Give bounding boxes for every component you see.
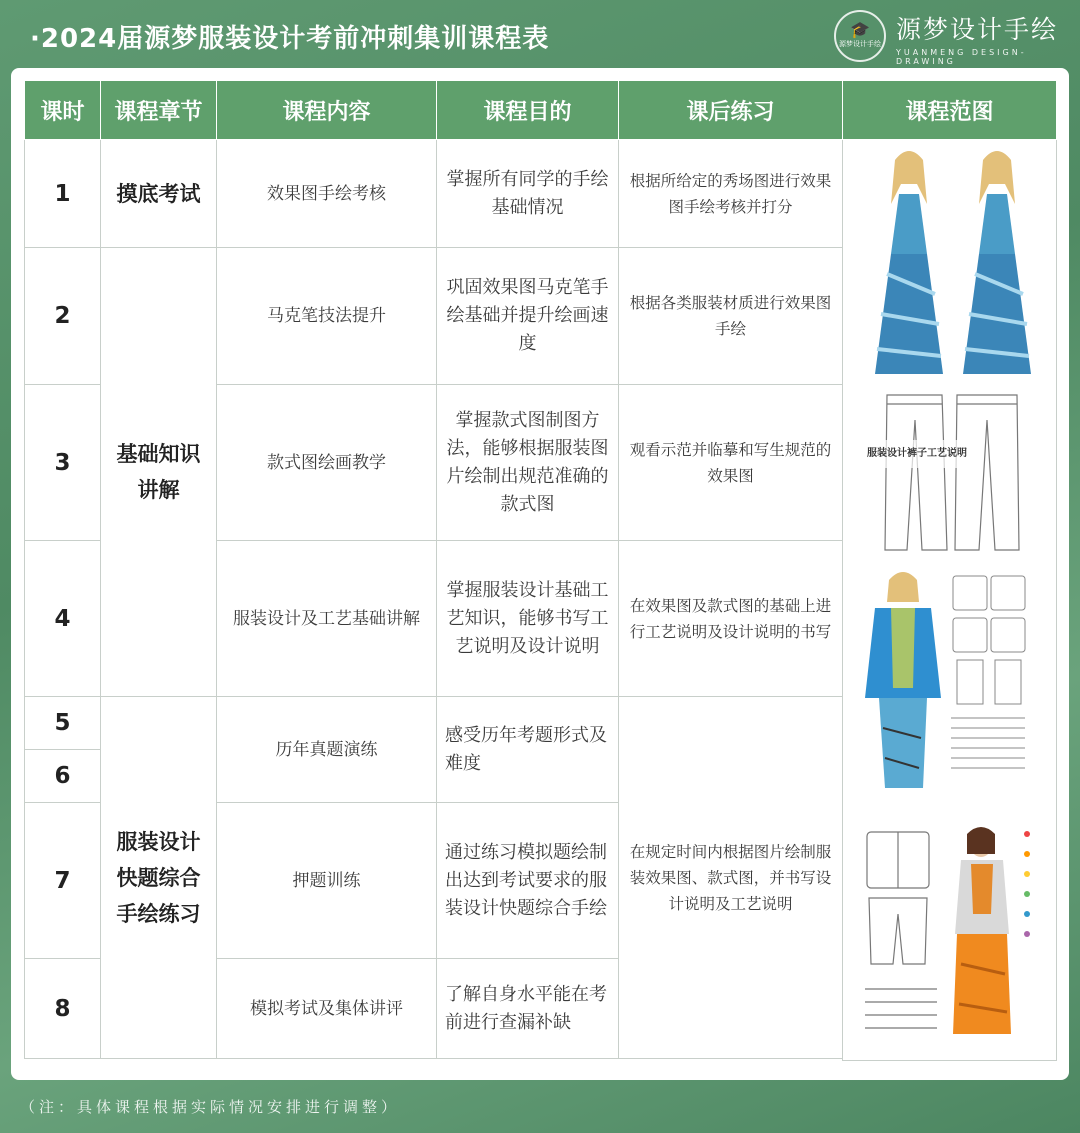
orange-figure-icon xyxy=(953,827,1011,1034)
content-cell: 效果图手绘考核 xyxy=(217,140,437,248)
dress-figure-left-icon xyxy=(875,151,943,374)
chapter-cell: 基础知识讲解 xyxy=(101,248,217,697)
period-number: 5 xyxy=(25,697,101,750)
period-number: 1 xyxy=(25,140,101,248)
homework-cell: 在效果图及款式图的基础上进行工艺说明及设计说明的书写 xyxy=(619,541,843,697)
dress-figure-right-icon xyxy=(963,151,1031,374)
example-figures-cell xyxy=(843,140,1057,1061)
period-number: 4 xyxy=(25,541,101,697)
jacket-flat-sketch-icon xyxy=(951,576,1025,768)
figure-label: 服装设计裤子工艺说明 xyxy=(867,440,967,468)
schedule-card xyxy=(11,68,1069,1080)
brand-logo xyxy=(834,8,1064,64)
header-goal: 课程目的 xyxy=(437,81,619,140)
homework-cell: 根据所给定的秀场图进行效果图手绘考核并打分 xyxy=(619,140,843,248)
fashion-illustration-blue-dress xyxy=(847,144,1051,384)
logo-tagline: YUANMENG DESIGN-DRAWING xyxy=(896,48,1027,66)
period-number: 7 xyxy=(25,803,101,959)
header-period: 课时 xyxy=(25,81,101,140)
homework-cell: 在规定时间内根据图片绘制服装效果图、款式图，并书写设计说明及工艺说明 xyxy=(619,697,843,1059)
content-cell: 模拟考试及集体讲评 xyxy=(217,959,437,1059)
content-cell: 服装设计及工艺基础讲解 xyxy=(217,541,437,697)
header-chapter: 课程章节 xyxy=(101,81,217,140)
goal-cell: 掌握服装设计基础工艺知识，能够书写工艺说明及设计说明 xyxy=(437,541,619,697)
table-header-row xyxy=(25,81,1057,140)
content-cell: 马克笔技法提升 xyxy=(217,248,437,385)
logo-name: 源梦设计手绘 xyxy=(896,15,1059,44)
goal-cell: 掌握款式图制图方法，能够根据服装图片绘制出规范准确的款式图 xyxy=(437,385,619,541)
page-header-title: ·2024届源梦服装设计考前冲刺集训课程表 xyxy=(30,24,550,54)
homework-cell: 观看示范并临摹和写生规范的效果图 xyxy=(619,385,843,541)
period-number: 3 xyxy=(25,385,101,541)
logo-badge-text: 源梦设计手绘 xyxy=(839,40,881,48)
example-figures xyxy=(847,144,1052,1056)
chapter-cell: 摸底考试 xyxy=(101,140,217,248)
goal-cell: 掌握所有同学的手绘基础情况 xyxy=(437,140,619,248)
logo-badge xyxy=(834,10,886,62)
header-homework: 课后练习 xyxy=(619,81,843,140)
jacket-pants-sketch-icon xyxy=(865,832,937,1028)
homework-cell: 根据各类服装材质进行效果图手绘 xyxy=(619,248,843,385)
header-content: 课程内容 xyxy=(217,81,437,140)
table-row xyxy=(25,140,1057,248)
period-number: 8 xyxy=(25,959,101,1059)
jacket-figure-icon xyxy=(865,572,941,788)
content-cell: 款式图绘画教学 xyxy=(217,385,437,541)
period-number: 2 xyxy=(25,248,101,385)
goal-cell: 通过练习模拟题绘制出达到考试要求的服装设计快题综合手绘 xyxy=(437,803,619,959)
content-cell: 押题训练 xyxy=(217,803,437,959)
footer-note: （注：具体课程根据实际情况安排进行调整） xyxy=(20,1098,401,1116)
header-examples: 课程范图 xyxy=(843,81,1057,140)
chapter-cell: 服装设计快题综合手绘练习 xyxy=(101,697,217,1059)
period-number: 6 xyxy=(25,750,101,803)
graduation-cap-icon: 🎓 xyxy=(850,20,870,39)
goal-cell: 感受历年考题形式及难度 xyxy=(437,697,619,803)
fashion-illustration-blue-jacket xyxy=(861,568,1031,808)
goal-cell: 了解自身水平能在考前进行查漏补缺 xyxy=(437,959,619,1059)
trousers-flat-sketch xyxy=(877,390,1027,555)
schedule-table xyxy=(24,80,1057,1061)
color-swatch-icon xyxy=(1024,831,1030,937)
content-cell: 历年真题演练 xyxy=(217,697,437,803)
goal-cell: 巩固效果图马克笔手绘基础并提升绘画速度 xyxy=(437,248,619,385)
fashion-illustration-orange-outfit xyxy=(861,824,1041,1054)
